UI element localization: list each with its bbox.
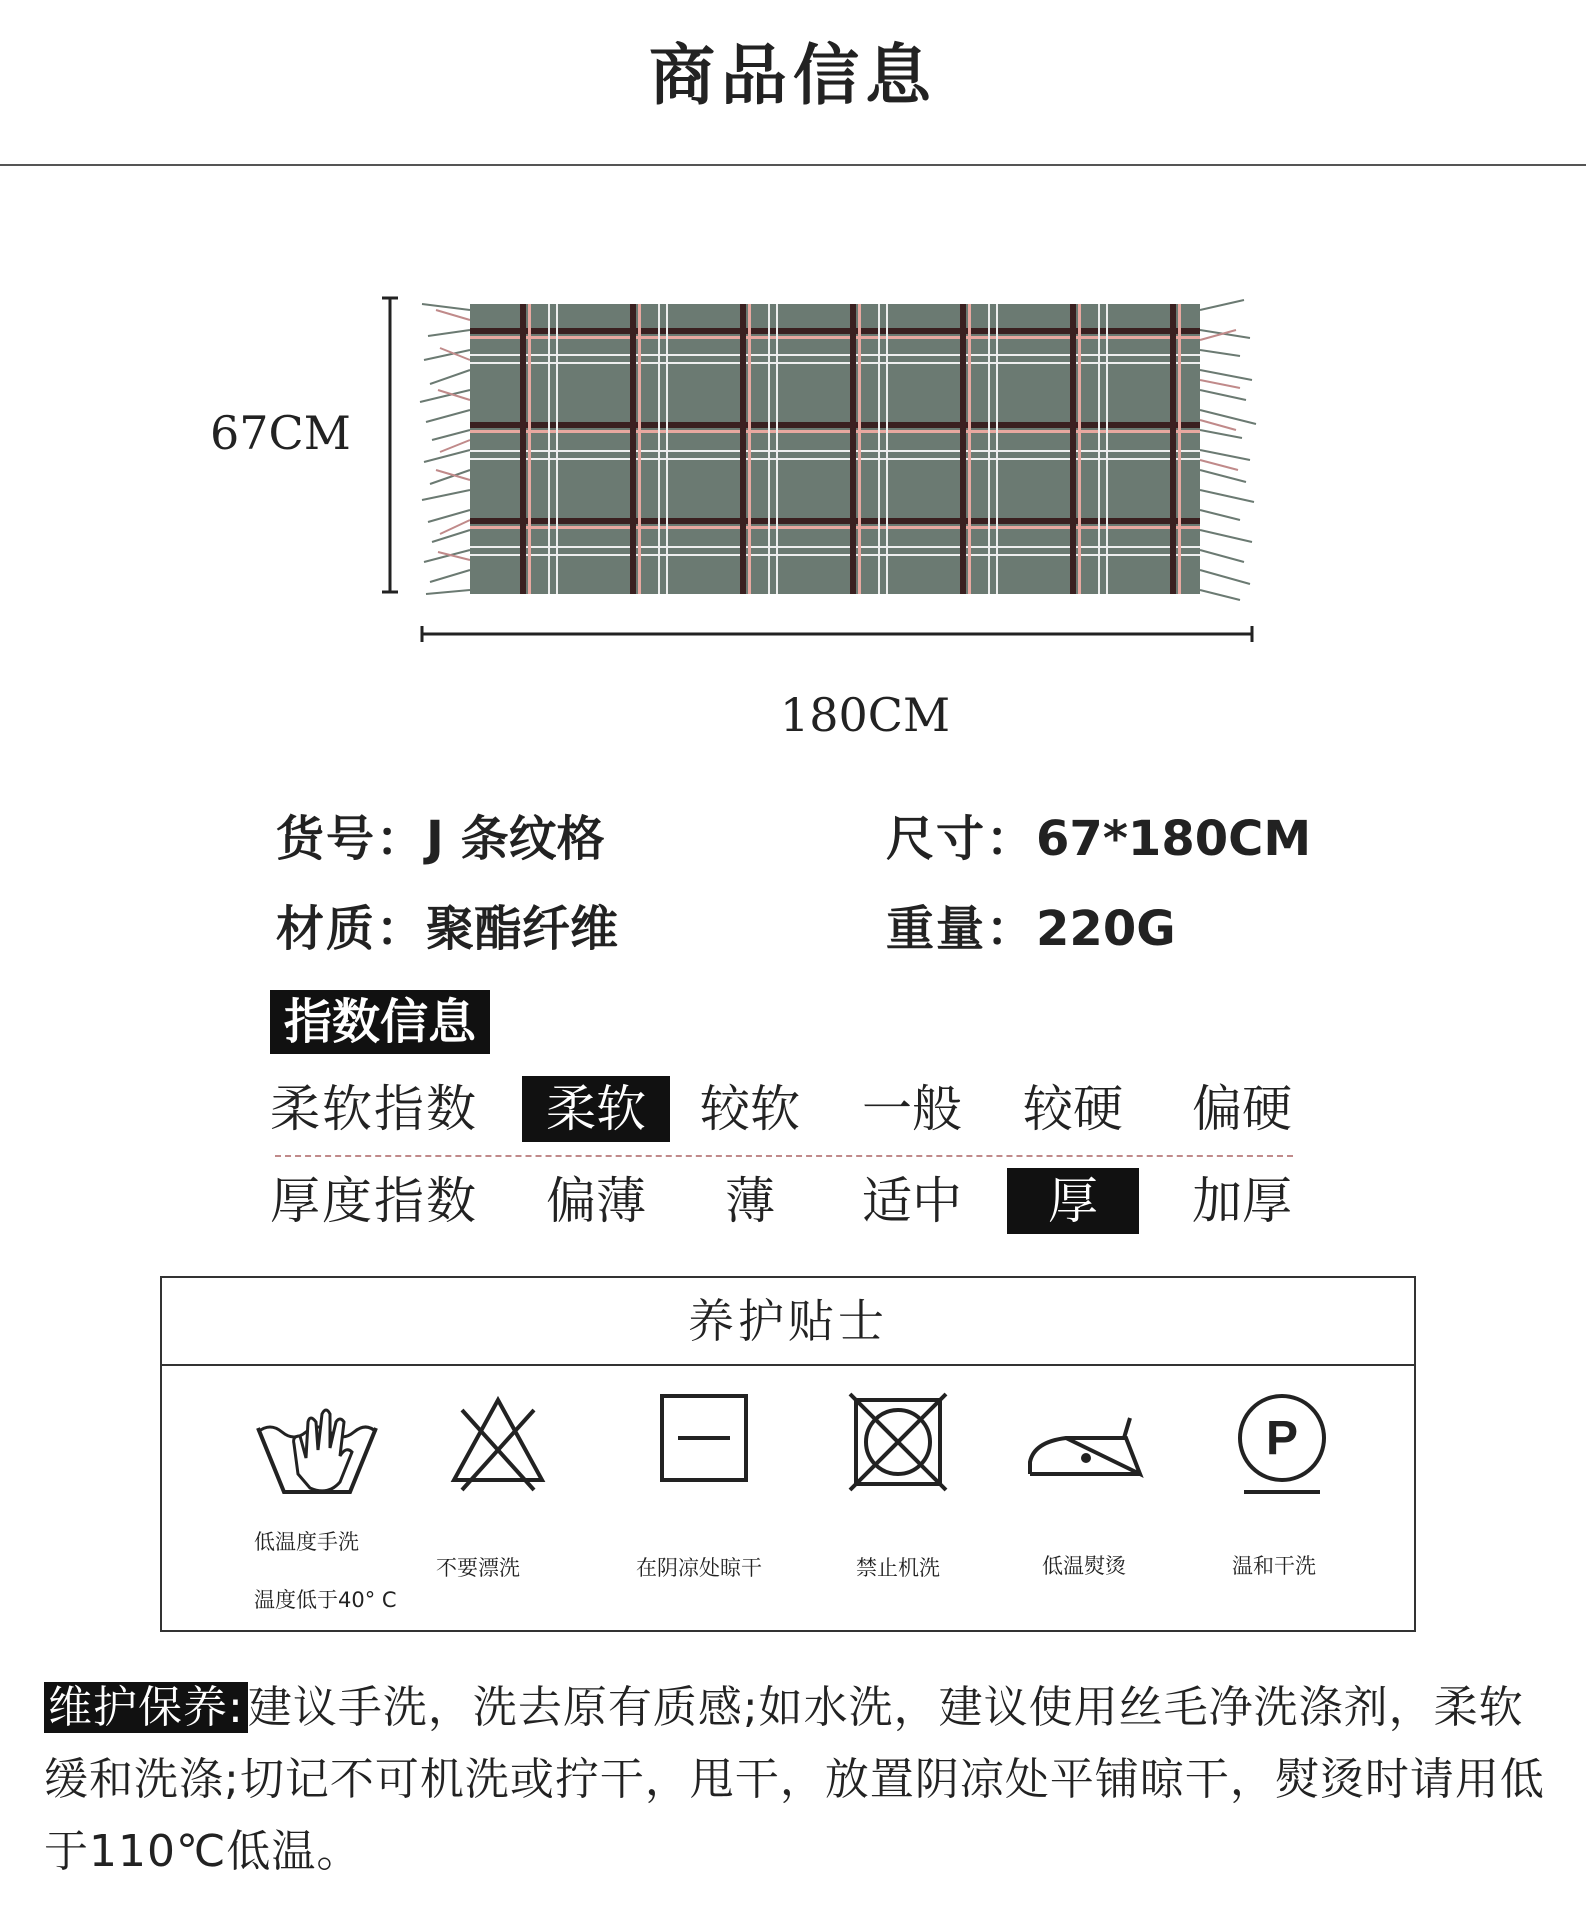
item-number-value: J 条纹格 xyxy=(426,811,605,867)
care-text-no-bleach: 不要漂洗 xyxy=(436,1556,520,1580)
maintenance-heading: 维护保养: xyxy=(44,1682,248,1733)
material-label: 材质： xyxy=(276,901,427,957)
index-section-heading: 指数信息 xyxy=(270,990,490,1054)
weight-row xyxy=(886,890,1176,959)
material-value: 聚酯纤维 xyxy=(426,901,619,957)
size-label: 尺寸： xyxy=(886,811,1037,867)
width-label: 180CM xyxy=(780,688,951,742)
thickness-option-2: 薄 xyxy=(725,1172,775,1230)
maintenance-paragraph xyxy=(44,1672,1554,1888)
thickness-option-1: 偏薄 xyxy=(546,1172,646,1230)
care-tips-heading: 养护贴士 xyxy=(162,1278,1414,1366)
height-label: 67CM xyxy=(210,406,351,460)
dry-in-shade-icon xyxy=(658,1392,750,1484)
softness-option-3: 一般 xyxy=(862,1080,962,1138)
care-text-hand-wash: 低温度手洗 xyxy=(254,1530,359,1554)
thickness-index-label: 厚度指数 xyxy=(270,1172,478,1230)
weight-label: 重量： xyxy=(886,901,1037,957)
care-text-no-machine-wash: 禁止机洗 xyxy=(856,1556,940,1580)
thickness-option-4: 厚 xyxy=(1007,1168,1139,1234)
scarf-fringe-right xyxy=(1200,300,1256,600)
scarf-fringe-left xyxy=(420,304,470,594)
softness-index-row xyxy=(270,1076,1294,1146)
care-text-dry-shade: 在阴凉处晾干 xyxy=(636,1556,762,1580)
care-text-low-iron: 低温熨烫 xyxy=(1042,1554,1126,1578)
maintenance-text: 建议手洗，洗去原有质感;如水洗，建议使用丝毛净洗涤剂，柔软缓和洗涤;切记不可机洗或拧干，甩干，放置阴凉处平铺晾干，熨烫时请用低于110℃低温。 xyxy=(44,1682,1545,1877)
dry-clean-p-icon xyxy=(1234,1392,1330,1496)
height-dimension-line xyxy=(380,296,400,596)
size-value: 67*180CM xyxy=(1036,811,1312,867)
weight-value: 220G xyxy=(1036,901,1176,957)
material-row xyxy=(276,890,618,959)
title-divider xyxy=(0,164,1586,166)
no-bleach-icon xyxy=(448,1392,548,1492)
softness-index-label: 柔软指数 xyxy=(270,1080,478,1138)
softness-option-1: 柔软 xyxy=(522,1076,670,1142)
scarf-image xyxy=(410,290,1260,610)
hand-wash-icon xyxy=(254,1392,380,1500)
softness-option-5: 偏硬 xyxy=(1192,1080,1292,1138)
care-text-dry-clean: 温和干洗 xyxy=(1232,1554,1316,1578)
item-number-label: 货号： xyxy=(276,811,427,867)
svg-text:P: P xyxy=(1265,1412,1299,1465)
no-machine-wash-icon xyxy=(848,1392,948,1492)
softness-option-2: 较软 xyxy=(700,1080,800,1138)
width-dimension-line xyxy=(420,622,1256,646)
low-iron-icon xyxy=(1026,1414,1146,1480)
thickness-option-5: 加厚 xyxy=(1192,1172,1292,1230)
thickness-index-row xyxy=(270,1168,1294,1238)
care-text-hand-wash-temp: 温度低于40° C xyxy=(254,1588,397,1612)
item-number-row xyxy=(276,800,605,869)
softness-option-4: 较硬 xyxy=(1023,1080,1123,1138)
size-row xyxy=(886,800,1311,869)
care-tips-box xyxy=(160,1276,1416,1632)
thickness-option-3: 适中 xyxy=(862,1172,962,1230)
index-divider xyxy=(275,1155,1293,1157)
page-title: 商品信息 xyxy=(649,37,937,114)
